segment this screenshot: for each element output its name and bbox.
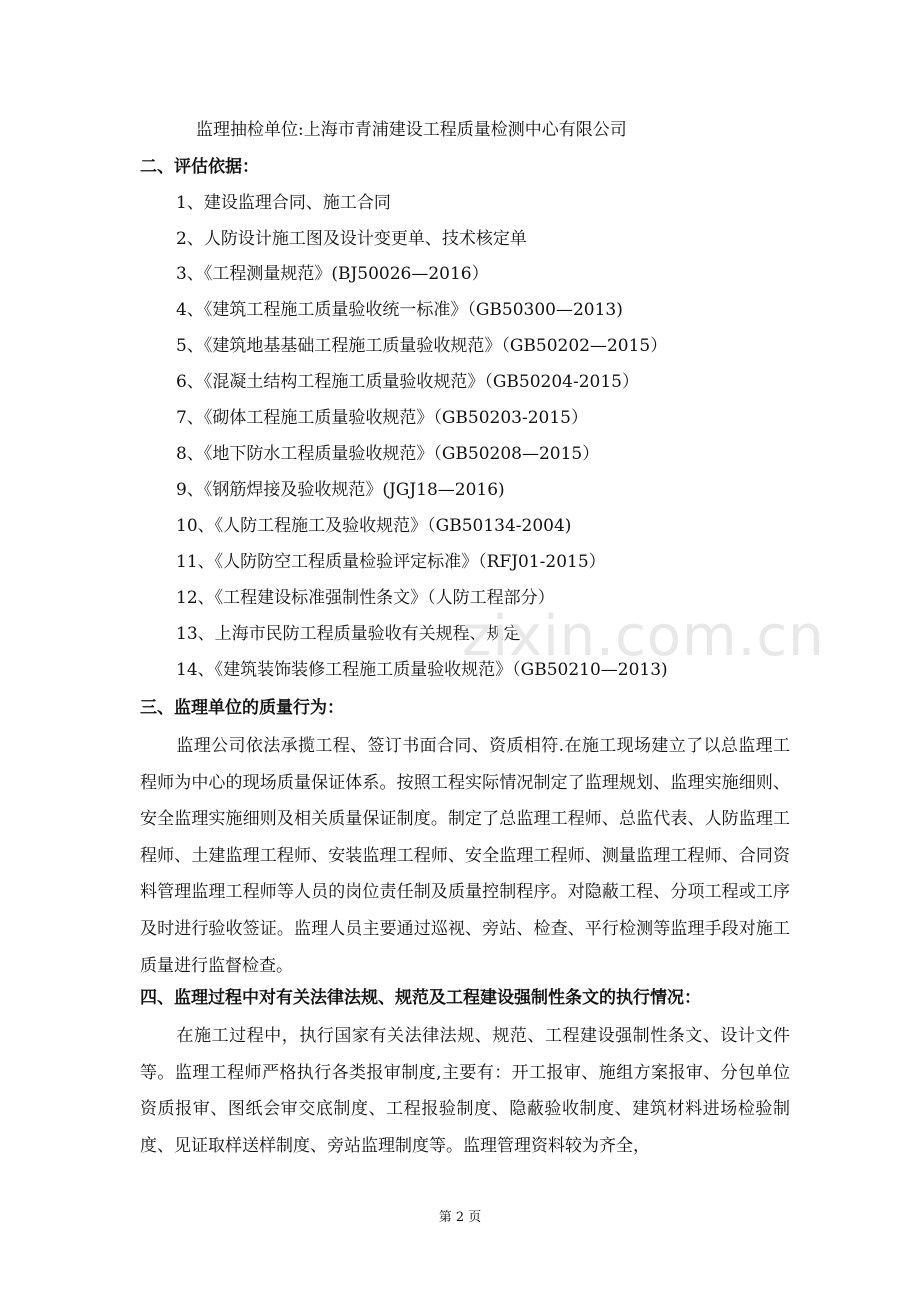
- section-3-text: 监理公司依法承揽工程、签订书面合同、资质相符.在施工现场建立了以总监理工程师为中心的现场质量保证体系。按照工程实际情况制定了监理规划、监理实施细则、安全监理实施细则及相关质量保证制度。制定了总监理工程师、总监代表、人防监理工程师、土建监理工程师、安装监理工程师、安全监理工程师、测量监理工程师、合同资料管理监理工程师等人员的岗位责任制及质量控制程序。对隐蔽工程、分项工程或工序及时进行验收签证。监理人员主要通过巡视、旁站、检查、平行检测等监理手段对施工质量进行监督检查。: [140, 736, 790, 976]
- page-number: 第 2 页: [438, 1210, 482, 1225]
- basis-item: 7、《砌体工程施工质量验收规范》（GB50203-2015）: [176, 408, 588, 428]
- basis-item: 8、《地下防水工程质量验收规范》（GB50208—2015）: [176, 444, 600, 464]
- section-2-title: 二、评估依据：: [140, 157, 259, 177]
- basis-item: 5、《建筑地基基础工程施工质量验收规范》（GB50202—2015）: [176, 336, 668, 356]
- watermark: zixin.com.cn: [462, 604, 825, 669]
- basis-item: 14、《建筑装饰装修工程施工质量验收规范》（GB50210—2013): [176, 660, 668, 680]
- basis-item: 1、建设监理合同、施工合同: [176, 193, 391, 213]
- basis-item: 12、《工程建设标准强制性条文》（人防工程部分）: [176, 588, 555, 608]
- section-4-paragraph: [140, 1018, 790, 1164]
- basis-item: 2、人防设计施工图及设计变更单、技术核定单: [176, 229, 527, 249]
- section-4-title: 四、监理过程中对有关法律法规、规范及工程建设强制性条文的执行情况：: [140, 988, 701, 1008]
- basis-item: 9、《钢筋焊接及验收规范》(JGJ18—2016): [176, 480, 505, 500]
- basis-item: 11、《人防防空工程质量检验评定标准》（RFJ01-2015）: [176, 552, 606, 572]
- section-4-text: 在施工过程中，执行国家有关法律法规、规范、工程建设强制性条文、设计文件等。监理工程师严格执行各类报审制度,主要有：开工报审、施组方案报审、分包单位资质报审、图纸会审交底制度、工程报验制度、隐蔽验收制度、建筑材料进场检验制度、见证取样送样制度、旁站监理制度等。监理管理资料较为齐全，: [140, 1026, 790, 1156]
- section-3-title: 三、监理单位的质量行为：: [140, 698, 344, 718]
- basis-item: 4、《建筑工程施工质量验收统一标准》（GB50300—2013): [176, 300, 623, 320]
- basis-item: 10、《人防工程施工及验收规范》（GB50134-2004): [176, 516, 572, 536]
- basis-item: 6、《混凝土结构工程施工质量验收规范》（GB50204-2015）: [176, 372, 639, 392]
- inspection-unit-line: 监理抽检单位:上海市青浦建设工程质量检测中心有限公司: [196, 120, 627, 140]
- basis-item: 3、《工程测量规范》(BJ50026—2016）: [176, 264, 489, 284]
- basis-item: 13、上海市民防工程质量验收有关规程、规定: [176, 624, 521, 644]
- section-3-paragraph: [140, 728, 790, 984]
